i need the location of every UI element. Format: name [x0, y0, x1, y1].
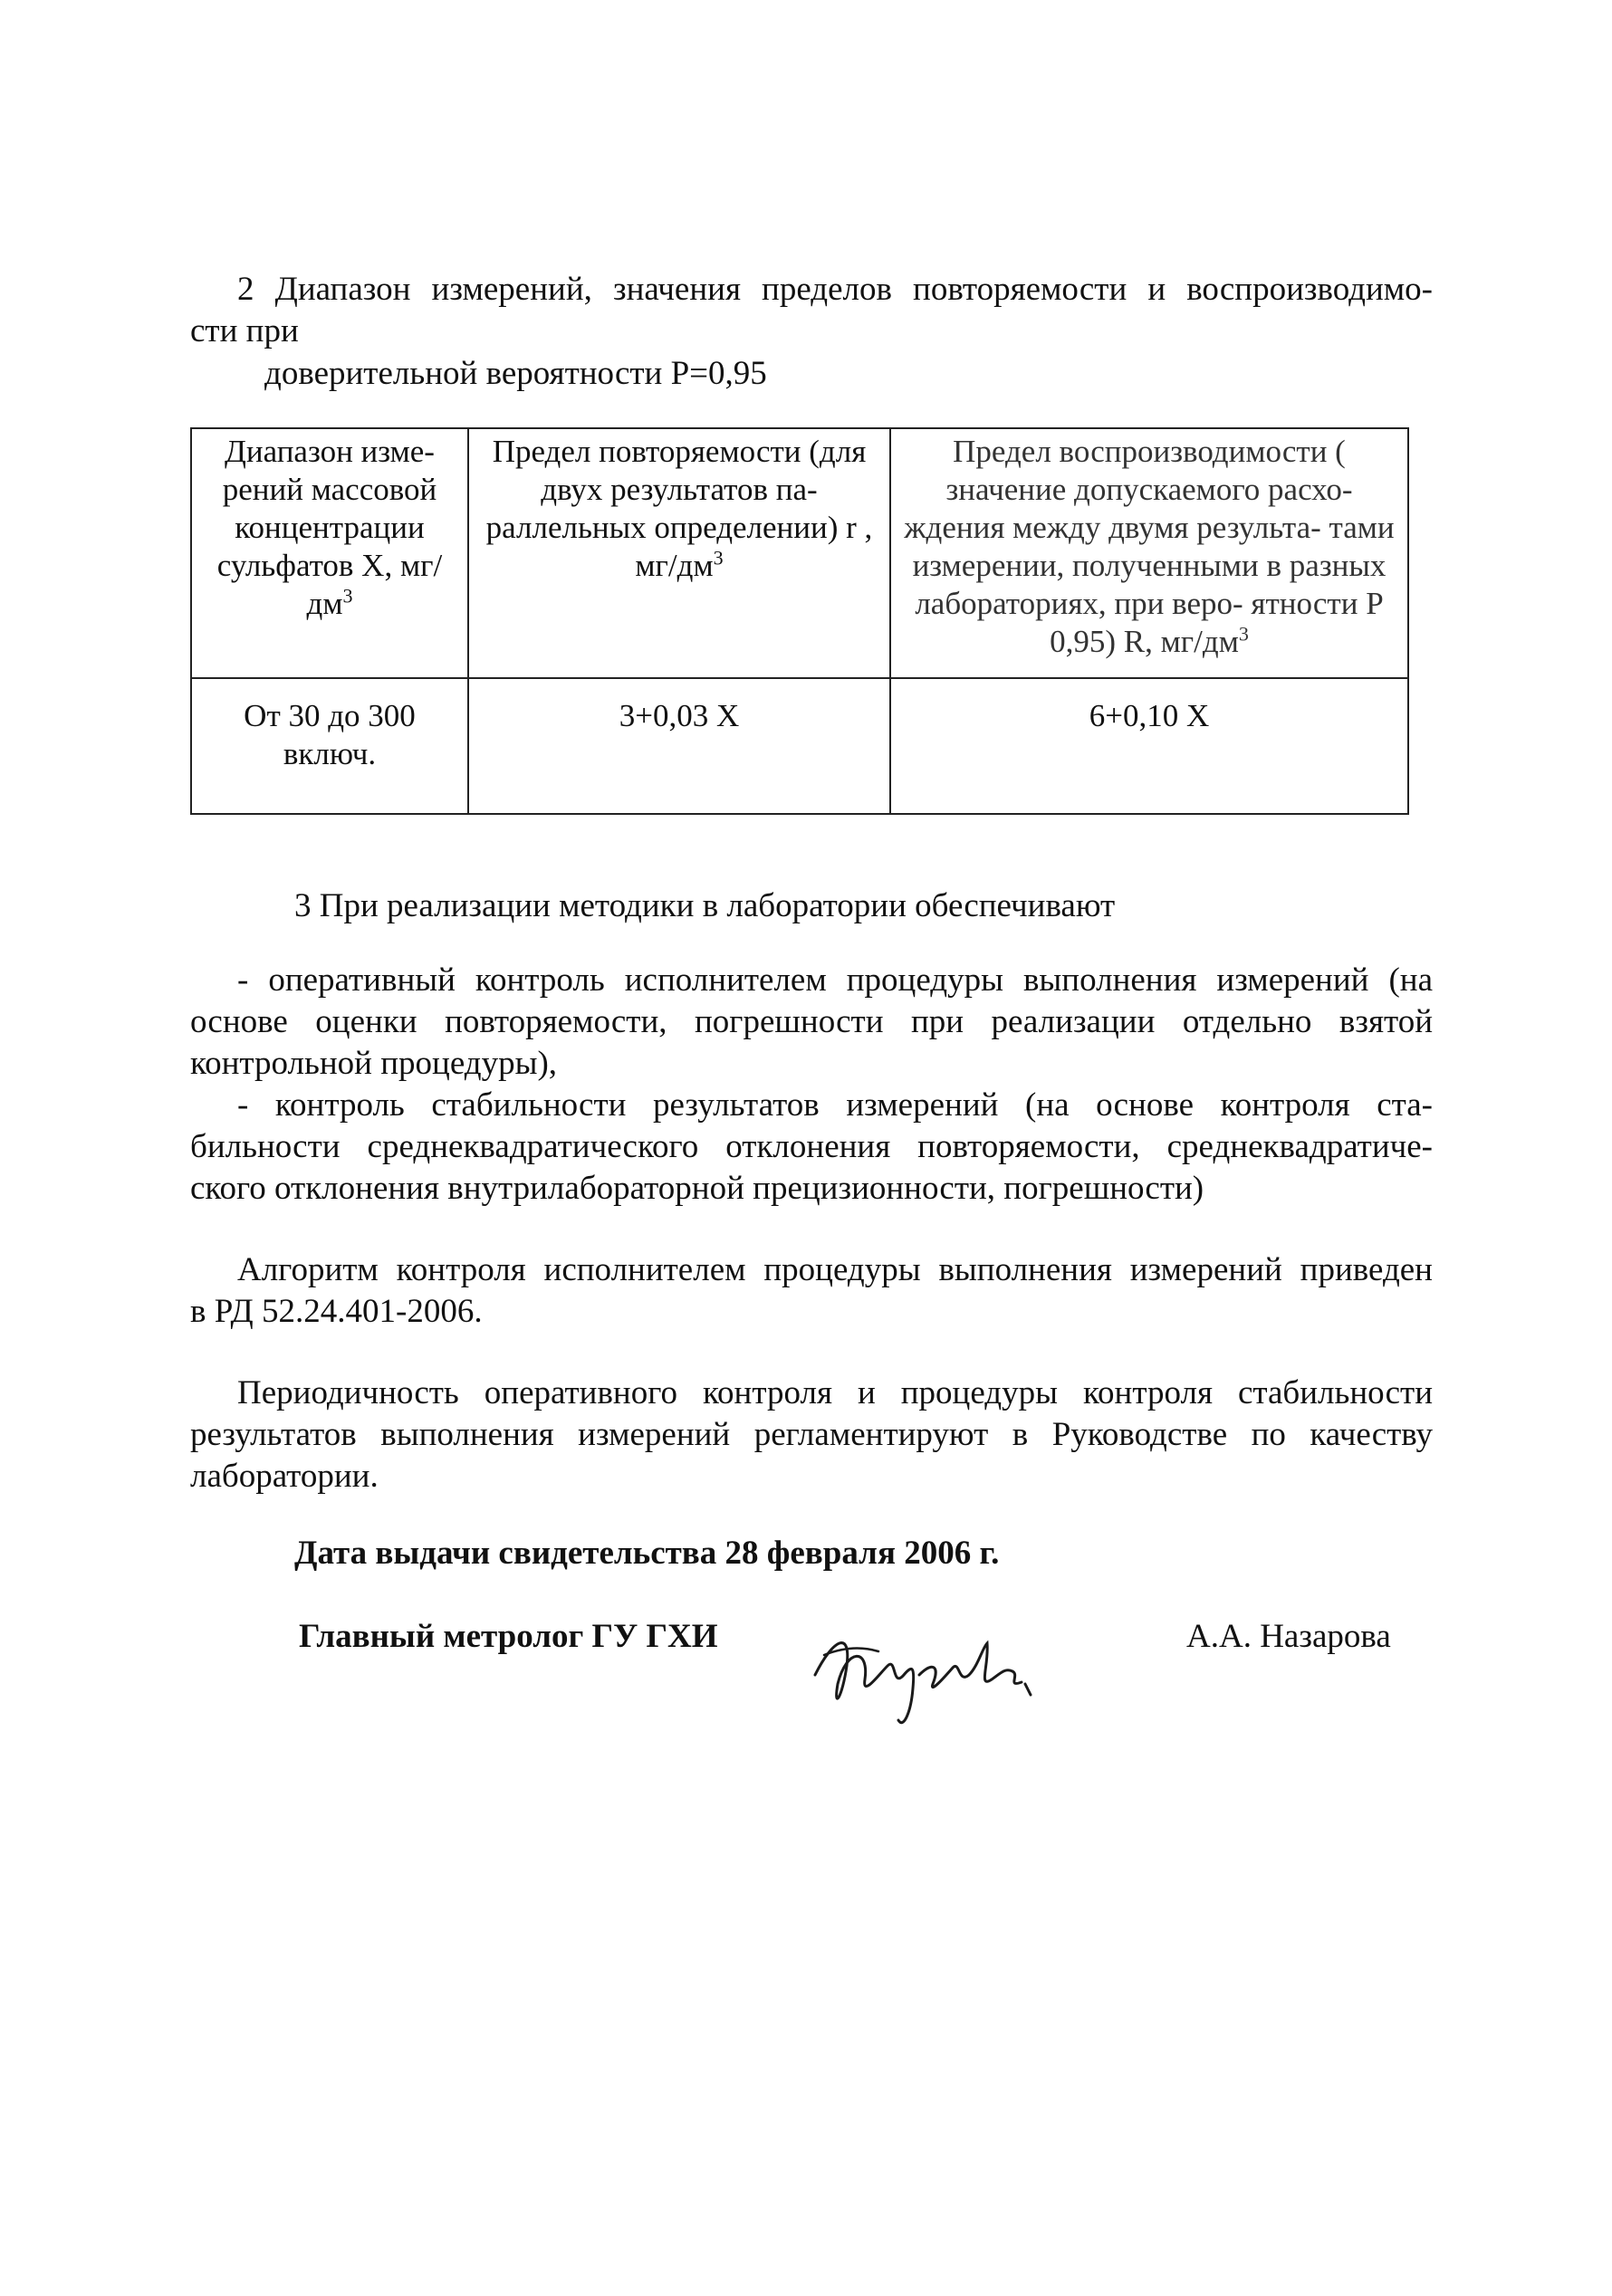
- section2-line2: сти при: [190, 312, 299, 349]
- periodicity-line1: Периодичность оперативного контроля и процедуры контроля стабильности: [237, 1374, 1433, 1411]
- bullet2-line2: бильности среднеквадратического отклонения повторяемости, среднеквадратиче-: [190, 1128, 1433, 1165]
- table-header-row: [191, 428, 1408, 678]
- bullet1-line2: основе оценки повторяемости, погрешности при реализации отдельно взятой: [190, 1003, 1433, 1040]
- section3-intro: 3 При реализации методики в лаборатории обеспечивают: [294, 887, 1116, 924]
- bullet1-line3: контрольной процедуры),: [190, 1045, 558, 1082]
- table-row: [191, 678, 1408, 814]
- bullet2-line3: ского отклонения внутрилабораторной прецизионности, погрешности): [190, 1170, 1204, 1207]
- bullet1-line1: - оперативный контроль исполнителем процедуры выполнения измерений (на: [237, 961, 1433, 999]
- signer-title: Главный метролог ГУ ГХИ: [299, 1618, 718, 1655]
- cell-reproducibility: 6+0,10 X: [890, 678, 1408, 814]
- cell-repeatability: 3+0,03 X: [468, 678, 890, 814]
- header-range: Диапазон изме- рений массовой концентрации сульфатов X, $мг/дм^3$: [191, 428, 468, 678]
- issue-date: Дата выдачи свидетельства 28 февраля 2006 г.: [294, 1535, 1000, 1572]
- limits-table: [190, 427, 1409, 815]
- algorithm-line2: в РД 52.24.401-2006.: [190, 1293, 483, 1330]
- header-repeatability: Предел повторяемости (для двух результатов па- раллельных определении) r , $мг/дм^3$: [468, 428, 890, 678]
- cell-range: От 30 до 300 включ.: [191, 678, 468, 814]
- header-reproducibility: Предел воспроизводимости ( значение допускаемого расхо- ждения между двумя результа- тами измерении, полученными в разных лабораториях, при веро- ятности P 0,95) R, $мг/дм^3$: [890, 428, 1408, 678]
- algorithm-line1: Алгоритм контроля исполнителем процедуры выполнения измерений приведен: [237, 1251, 1433, 1288]
- periodicity-line3: лаборатории.: [190, 1458, 379, 1495]
- section2-line1: 2 Диапазон измерений, значения пределов повторяемости и воспроизводимо-: [237, 271, 1433, 308]
- signer-name: А.А. Назарова: [1186, 1618, 1391, 1655]
- bullet2-line1: - контроль стабильности результатов измерений (на основе контроля ста-: [237, 1086, 1433, 1124]
- section2-line3: доверительной вероятности P=0,95: [264, 355, 767, 392]
- periodicity-line2: результатов выполнения измерений регламентируют в Руководстве по качеству: [190, 1416, 1433, 1453]
- handwritten-signature: [797, 1612, 1051, 1738]
